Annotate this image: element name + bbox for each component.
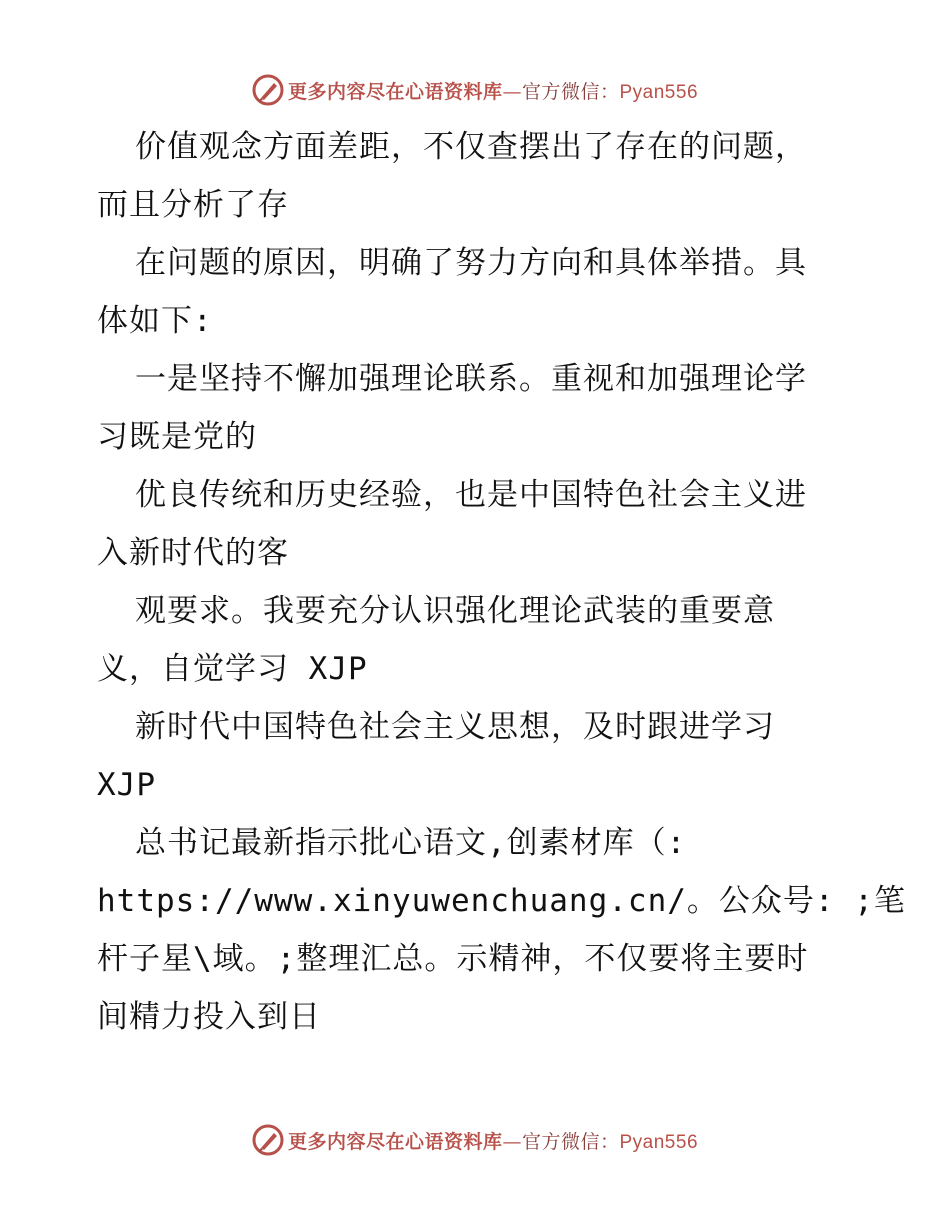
body-line: 观要求。我要充分认识强化理论武装的重要意 — [135, 593, 775, 629]
header-watermark — [0, 70, 950, 110]
footer-watermark — [0, 1120, 950, 1160]
body-line: 义，自觉学习 XJP — [97, 651, 368, 687]
watermark-brand: 更多内容尽在心语资料库 — [287, 80, 503, 103]
body-line: 优良传统和历史经验，也是中国特色社会主义进 — [135, 477, 807, 513]
body-line: 一是坚持不懈加强理论联系。重视和加强理论学 — [135, 361, 807, 397]
body-line: 杆子星\域。;整理汇总。示精神，不仅要将主要时 — [97, 941, 809, 977]
watermark-wechat-id: Pyan556 — [619, 1131, 699, 1153]
watermark-dash: — — [502, 80, 522, 103]
body-line: 总书记最新指示批心语文,创素材库（: — [135, 825, 687, 861]
body-line: https://www.xinyuwenchuang.cn/。公众号: ;笔 — [97, 883, 906, 919]
watermark-wechat-label: 官方微信： — [521, 1130, 620, 1153]
body-line: 入新时代的客 — [97, 535, 289, 571]
watermark-dash: — — [502, 1130, 522, 1153]
body-line: 习既是党的 — [97, 419, 257, 455]
watermark-text — [288, 77, 698, 104]
body-line: 价值观念方面差距，不仅查摆出了存在的问题， — [135, 129, 807, 165]
watermark-wechat-id: Pyan556 — [619, 81, 699, 103]
body-line: 间精力投入到日 — [97, 999, 321, 1035]
watermark-wechat-label: 官方微信： — [521, 80, 620, 103]
watermark-text — [288, 1127, 698, 1154]
body-line: XJP — [97, 767, 156, 803]
body-line: 在问题的原因，明确了努力方向和具体举措。具 — [135, 245, 807, 281]
body-line: 新时代中国特色社会主义思想，及时跟进学习 — [135, 709, 775, 745]
watermark-brand: 更多内容尽在心语资料库 — [287, 1130, 503, 1153]
body-line: 而且分析了存 — [97, 187, 289, 223]
document-body — [97, 118, 906, 1046]
quill-pen-logo-icon — [252, 1124, 284, 1156]
quill-pen-logo-icon — [252, 74, 284, 106]
body-line: 体如下: — [97, 303, 213, 339]
